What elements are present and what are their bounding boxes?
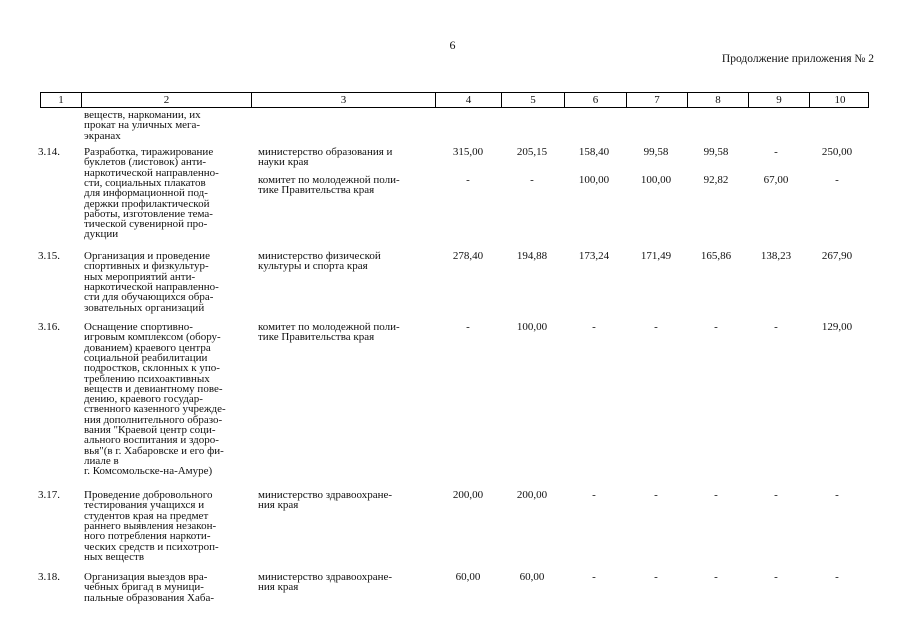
header-cell-8: 8: [687, 93, 748, 107]
value-col-10: 250,00: [821, 146, 853, 158]
row-description-line: ных мероприятий анти-: [84, 270, 196, 283]
value-col-8: 99,58: [703, 146, 729, 158]
row-description-line: чебных бригад в муници-: [84, 581, 204, 594]
table-header: [40, 92, 869, 108]
row-description-line: вания "Краевой центр соци-: [84, 424, 216, 436]
value-col-5: 60,00: [519, 571, 545, 583]
value-col-7: -: [654, 571, 658, 583]
value-col-5: 100,00: [516, 321, 548, 333]
value-col-10: 129,00: [821, 321, 853, 333]
row-number: 3.18.: [38, 571, 60, 583]
row-description-line: держки профилактической: [84, 197, 210, 210]
value-col-4: 315,00: [452, 146, 484, 158]
value-col-8: -: [714, 321, 718, 333]
row-description-line: дованием) краевого центра: [84, 341, 211, 354]
row-number: 3.16.: [38, 321, 60, 333]
value-col-9: 67,00: [763, 174, 789, 186]
executor-name-line: министерство физической: [258, 250, 381, 262]
value-col-8: 165,86: [700, 250, 732, 262]
row-description-line: г. Комсомольске-на-Амуре): [84, 465, 213, 478]
header-cell-2: 2: [81, 93, 251, 107]
value-col-4: 278,40: [452, 250, 484, 262]
value-col-4: 60,00: [455, 571, 481, 583]
executor-name-line: культуры и спорта края: [258, 260, 368, 273]
value-col-9: 138,23: [760, 250, 792, 262]
header-cell-6: 6: [564, 93, 626, 107]
value-col-4: 200,00: [452, 489, 484, 501]
value-col-9: -: [774, 571, 778, 583]
executor-name-line: министерство здравоохране-: [258, 489, 393, 501]
value-col-4: -: [466, 174, 470, 186]
executor-name-line: комитет по молодежной поли-: [258, 321, 400, 333]
row-description-line: зовательных организаций: [84, 301, 205, 314]
row-description-line: сти для обучающихся обра-: [84, 291, 214, 304]
row-description-line: раннего выявления незакон-: [84, 519, 217, 532]
row-description-line: Оснащение спортивно-: [84, 321, 193, 333]
executor-name-line: науки края: [258, 156, 309, 169]
value-col-7: 100,00: [640, 174, 672, 186]
row-description-line: ного потребления наркоти-: [84, 530, 211, 543]
row-description-line: наркотической направленно-: [84, 280, 219, 293]
row-description-line: работы, изготовление тема-: [84, 207, 213, 220]
row-description-line: ния дополнительного образо-: [84, 413, 223, 426]
value-col-6: 158,40: [578, 146, 610, 158]
value-col-7: -: [654, 321, 658, 333]
row-description-line: вья"(в г. Хабаровске и его фи-: [84, 444, 224, 457]
value-col-10: -: [835, 571, 839, 583]
header-cell-7: 7: [626, 93, 687, 107]
row-number: 3.15.: [38, 250, 60, 262]
row-description-line: наркотической направленно-: [84, 166, 219, 179]
value-col-5: 194,88: [516, 250, 548, 262]
row-number: 3.17.: [38, 489, 60, 501]
value-col-6: -: [592, 489, 596, 501]
value-col-9: -: [774, 146, 778, 158]
row-description-line: ных веществ: [84, 550, 145, 563]
header-cell-4: 4: [435, 93, 501, 107]
header-cell-1: 1: [58, 94, 64, 106]
value-col-5: 205,15: [516, 146, 548, 158]
row-description-line: сти, социальных плакатов: [84, 176, 206, 189]
value-col-6: 173,24: [578, 250, 610, 262]
value-col-6: 100,00: [578, 174, 610, 186]
value-col-8: -: [714, 571, 718, 583]
value-col-7: -: [654, 489, 658, 501]
executor-name-line: министерство образования и: [258, 146, 393, 158]
value-col-5: 200,00: [516, 489, 548, 501]
row-description-line: дукции: [84, 228, 119, 241]
row-description-line: Организация и проведение: [84, 250, 210, 262]
carryover-line: веществ, наркомании, их: [84, 109, 201, 121]
continuation-note: Продолжение приложения № 2: [721, 53, 874, 65]
executor-name-line: министерство здравоохране-: [258, 571, 393, 583]
row-number: 3.14.: [38, 146, 60, 158]
row-description-line: Разработка, тиражирование: [84, 146, 214, 158]
value-col-8: -: [714, 489, 718, 501]
value-col-4: -: [466, 321, 470, 333]
row-description-line: подростков, склонных к упо-: [84, 362, 220, 375]
header-cell-9: 9: [748, 93, 809, 107]
value-col-8: 92,82: [703, 174, 729, 186]
row-description-line: треблению психоактивных: [84, 372, 210, 385]
value-col-6: -: [592, 321, 596, 333]
value-col-7: 171,49: [640, 250, 672, 262]
row-description-line: ственного казенного учрежде-: [84, 403, 226, 416]
executor-name-line: тике Правительства края: [258, 184, 375, 197]
value-col-10: -: [835, 489, 839, 501]
value-col-10: -: [835, 174, 839, 186]
carryover-line: экранах: [84, 129, 121, 142]
executor-name-line: тике Правительства края: [258, 331, 375, 344]
value-col-7: 99,58: [643, 146, 669, 158]
row-description-line: буклетов (листовок) анти-: [84, 156, 207, 169]
executor-name-line: ния края: [258, 581, 299, 594]
row-description-line: тестирования учащихся и: [84, 499, 205, 512]
row-description-line: тической сувенирной про-: [84, 218, 208, 231]
page-number: 6: [449, 38, 456, 52]
row-description-line: ального воспитания и здоро-: [84, 434, 219, 447]
value-col-10: 267,90: [821, 250, 853, 262]
value-col-9: -: [774, 321, 778, 333]
carryover-line: прокат на уличных мега-: [84, 119, 201, 132]
header-cell-5: 5: [501, 93, 564, 107]
header-cell-3: 3: [251, 93, 435, 107]
value-col-6: -: [592, 571, 596, 583]
row-description-line: Организация выездов вра-: [84, 571, 208, 583]
row-description-line: ческих средств и психотроп-: [84, 540, 219, 553]
executor-name-line: ния края: [258, 499, 299, 512]
row-description-line: студентов края на предмет: [84, 509, 209, 522]
value-col-9: -: [774, 489, 778, 501]
row-description-line: спортивных и физкультур-: [84, 260, 209, 273]
row-description-line: Проведение добровольного: [84, 489, 213, 501]
row-description-line: социальной реабилитации: [84, 351, 208, 364]
row-description-line: веществ и девиантному пове-: [84, 382, 223, 395]
row-description-line: пальные образования Хаба-: [84, 591, 215, 604]
value-col-5: -: [530, 174, 534, 186]
row-description-line: игровым комплексом (обору-: [84, 331, 221, 344]
header-cell-10: 10: [809, 93, 870, 107]
executor-name-line: комитет по молодежной поли-: [258, 174, 400, 186]
row-description-line: лиале в: [84, 454, 119, 467]
row-description-line: для информационной под-: [84, 187, 208, 200]
row-description-line: дению, краевого государ-: [84, 393, 203, 406]
